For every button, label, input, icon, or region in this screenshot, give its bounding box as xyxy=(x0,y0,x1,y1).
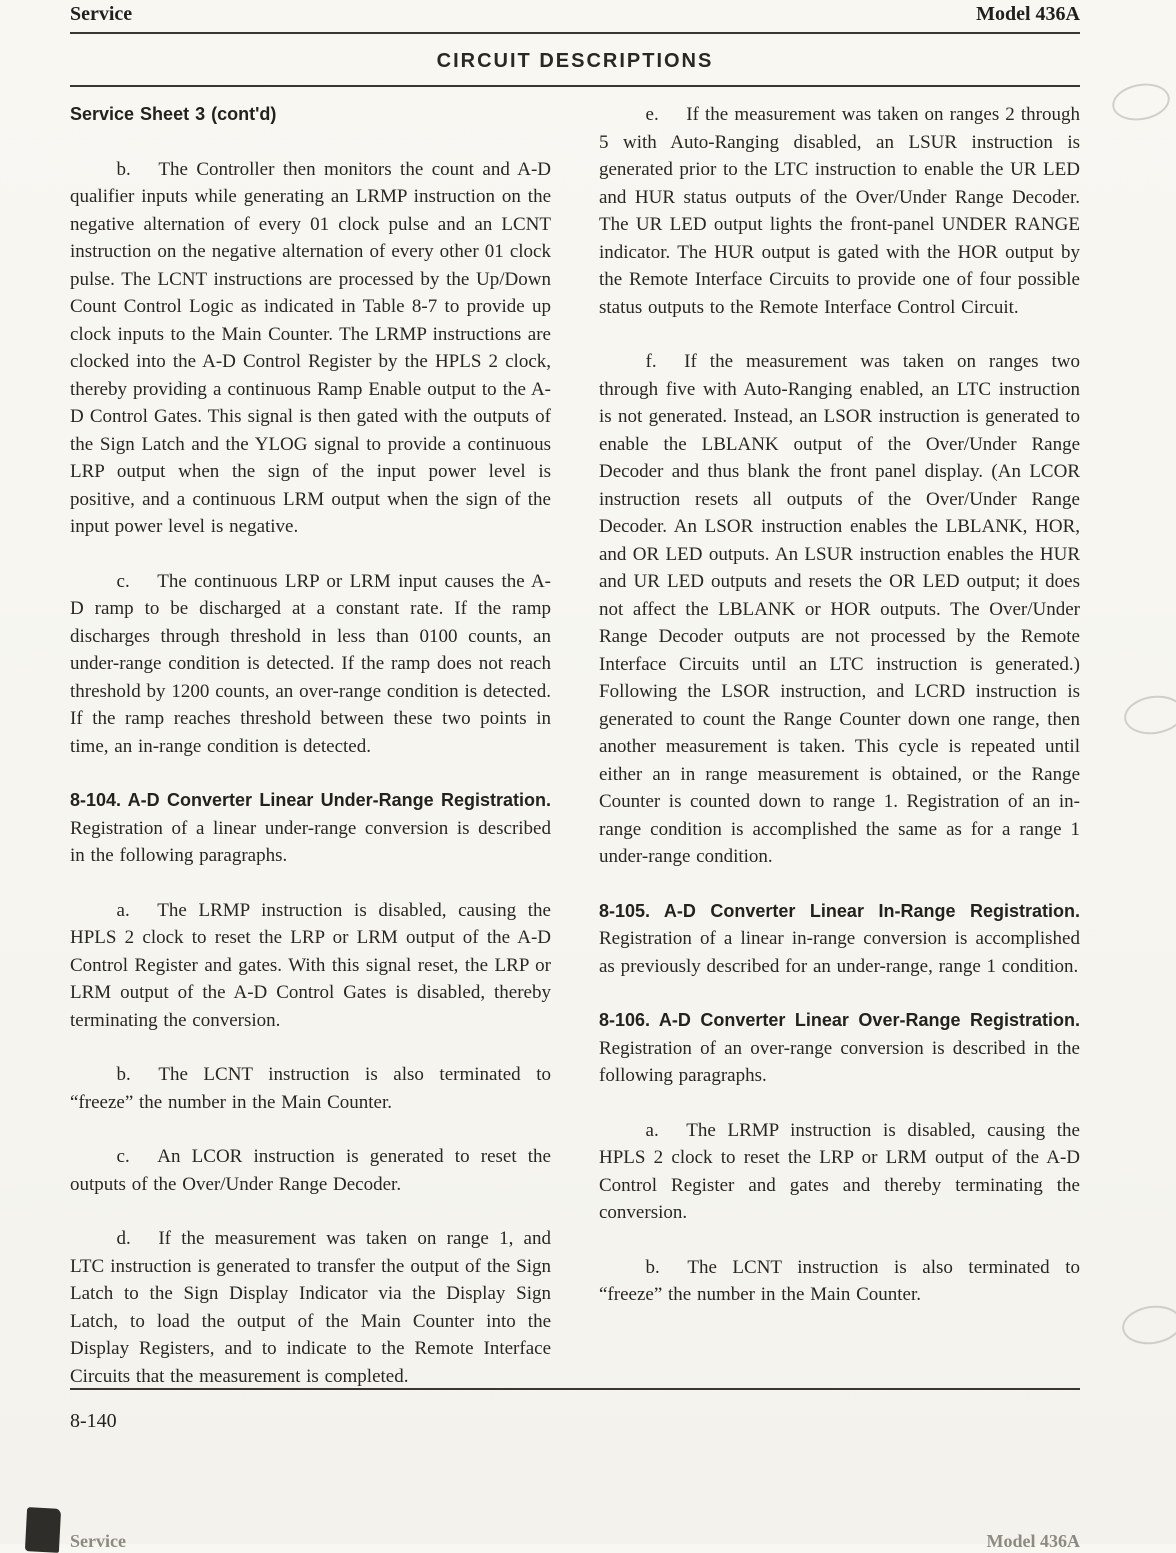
page-footer xyxy=(70,1388,1080,1433)
paragraph-label: a. xyxy=(645,1119,659,1141)
paragraph-e xyxy=(599,101,1080,321)
section-text: Registration of a linear in-range conversion is accomplished as previously described for an under-range, range 1 condition. xyxy=(599,928,1080,977)
paragraph-c2 xyxy=(70,1143,551,1198)
paragraph-label: a. xyxy=(116,899,130,921)
paragraph-b xyxy=(70,156,551,541)
header-right-text: Model 436A xyxy=(976,3,1080,25)
paragraph-text: If the measurement was taken on ranges two through five with Auto-Ranging enabled, an LTC instruction is not generated. Instead, an LSOR instruction is generated to enable the LBLANK output of the Over/Under Range Decoder and thus blank the front panel display. (An LCOR instruction resets all outputs of the Over/Under Range Decoder. An LSOR instruction enables the LBLANK, HOR, and OR LED outputs. An LSUR instruction enables the HUR and UR LED outputs and resets the OR LED output; it does not affect the LBLANK or HOR outputs. The Over/Under Range Decoder outputs are not processed by the Remote Interface Circuits until an LTC instruction is generated.) Following the LSOR instruction, and LCRD instruction is generated to count the Range Counter down one range, then another measurement is taken. This cycle is repeated until either an in range measurement is obtained, or the Range Counter is counted down to range 1. Registration of an in-range condition is accomplished the same as for a range 1 under-range condition. xyxy=(599,351,1080,867)
paragraph-b xyxy=(599,1254,1080,1309)
footer-rule xyxy=(70,1388,1080,1390)
header-left-text: Service xyxy=(70,3,133,25)
section-heading: 8-105. A-D Converter Linear In-Range Registration. xyxy=(599,900,1080,921)
section-8-104 xyxy=(70,787,551,870)
paragraph-a xyxy=(70,897,551,1035)
paragraph-label: e. xyxy=(645,104,659,125)
paragraph-b2 xyxy=(70,1061,551,1116)
right-column xyxy=(599,101,1080,1417)
paragraph-text: The continuous LRP or LRM input causes the A-D ramp to be discharged at a constant rate. If the ramp discharges through threshold in less than 0100 counts, an under-range condition is detected. If the ramp does not reach threshold by 1200 counts, an over-range condition is detected. If the ramp reaches threshold between these two points in time, an in-range condition is detected. xyxy=(70,570,551,757)
two-column-body xyxy=(70,101,1080,1417)
paragraph-text: The LCNT instruction is also terminated to “freeze” the number in the Main Counter. xyxy=(599,1256,1080,1305)
left-column xyxy=(70,101,551,1417)
paragraph-text: The LCNT instruction is also terminated to “freeze” the number in the Main Counter. xyxy=(70,1064,551,1113)
next-page-bleed xyxy=(70,1531,1080,1552)
paragraph-text: If the measurement was taken on ranges 2 through 5 with Auto-Ranging disabled, an LSUR instruction is generated prior to the LTC instruction to enable the UR LED and HUR status outputs of the Over/Under Range Decoder. The UR LED output lights the front-panel UNDER RANGE indicator. The HUR output is gated with the HOR output by the Remote Interface Circuits to provide one of four possible status outputs to the Remote Interface Control Circuit. xyxy=(599,104,1080,318)
paragraph-label: d. xyxy=(116,1228,131,1249)
page-header xyxy=(70,2,1080,26)
section-text: Registration of a linear under-range conversion is described in the following paragraphs. xyxy=(70,817,551,866)
paragraph-label: c. xyxy=(116,1146,130,1167)
paragraph-text: If the measurement was taken on range 1, and LTC instruction is generated to transfer the output of the Sign Latch to the Sign Display Indicator via the Display Sign Latch, to load the output of the Main Counter into the Display Registers, and to indicate to the Remote Interface Circuits that the measurement is completed. xyxy=(70,1228,551,1387)
section-text: Registration of an over-range conversion is described in the following paragraphs. xyxy=(599,1037,1080,1086)
paragraph-label: b. xyxy=(116,1064,131,1085)
paragraph-text: The Controller then monitors the count and A-D qualifier inputs while generating an LRMP instruction on the negative alternation of every 01 clock pulse and an LCNT instruction on the negative alternation of every other 01 clock pulse. The LCNT instructions are processed by the Up/Down Count Control Logic as indicated in Table 8-7 to provide up clock inputs to the Main Counter. The LRMP instructions are clocked into the A-D Control Register by the HPLS 2 clock, thereby providing a continuous Ramp Enable output to the A-D Control Gates. This signal is then gated with the outputs of the Sign Latch and the YLOG signal to provide a continuous LRP output when the sign of the input power level is positive, and a continuous LRM output when the sign of the input power level is negative. xyxy=(70,158,551,537)
paragraph-label: b. xyxy=(116,158,131,180)
paragraph-text: An LCOR instruction is generated to reset the outputs of the Over/Under Range Decoder. xyxy=(70,1146,551,1195)
next-page-bleed-right: Model 436A xyxy=(986,1531,1080,1551)
paragraph-label: b. xyxy=(645,1256,660,1278)
paragraph-label: c. xyxy=(116,570,130,592)
paragraph-text: The LRMP instruction is disabled, causing the HPLS 2 clock to reset the LRP or LRM output of the A-D Control Register and gates and thereby terminating the conversion. xyxy=(599,1119,1080,1223)
section-8-106 xyxy=(599,1007,1080,1090)
section-heading: 8-104. A-D Converter Linear Under-Range Registration. xyxy=(70,790,551,810)
title-rule xyxy=(70,85,1080,87)
ink-smudge xyxy=(25,1507,61,1553)
sheet-heading: Service Sheet 3 (cont'd) xyxy=(70,104,277,124)
paragraph-d xyxy=(70,1225,551,1390)
section-8-105 xyxy=(599,898,1080,981)
paragraph-f xyxy=(599,348,1080,871)
paragraph-a xyxy=(599,1117,1080,1227)
page-title: CIRCUIT DESCRIPTIONS xyxy=(436,50,714,72)
paragraph-c xyxy=(70,568,551,761)
paragraph-text: The LRMP instruction is disabled, causing the HPLS 2 clock to reset the LRP or LRM output of the A-D Control Register and gates. With this signal reset, the LRP or LRM output of the A-D Control Gates is disabled, thereby terminating the conversion. xyxy=(70,899,551,1031)
page-number: 8-140 xyxy=(70,1410,117,1432)
next-page-bleed-left: Service xyxy=(70,1531,126,1551)
paragraph-label: f. xyxy=(645,351,657,372)
header-rule xyxy=(70,32,1080,34)
section-heading: 8-106. A-D Converter Linear Over-Range Registration. xyxy=(599,1010,1080,1030)
